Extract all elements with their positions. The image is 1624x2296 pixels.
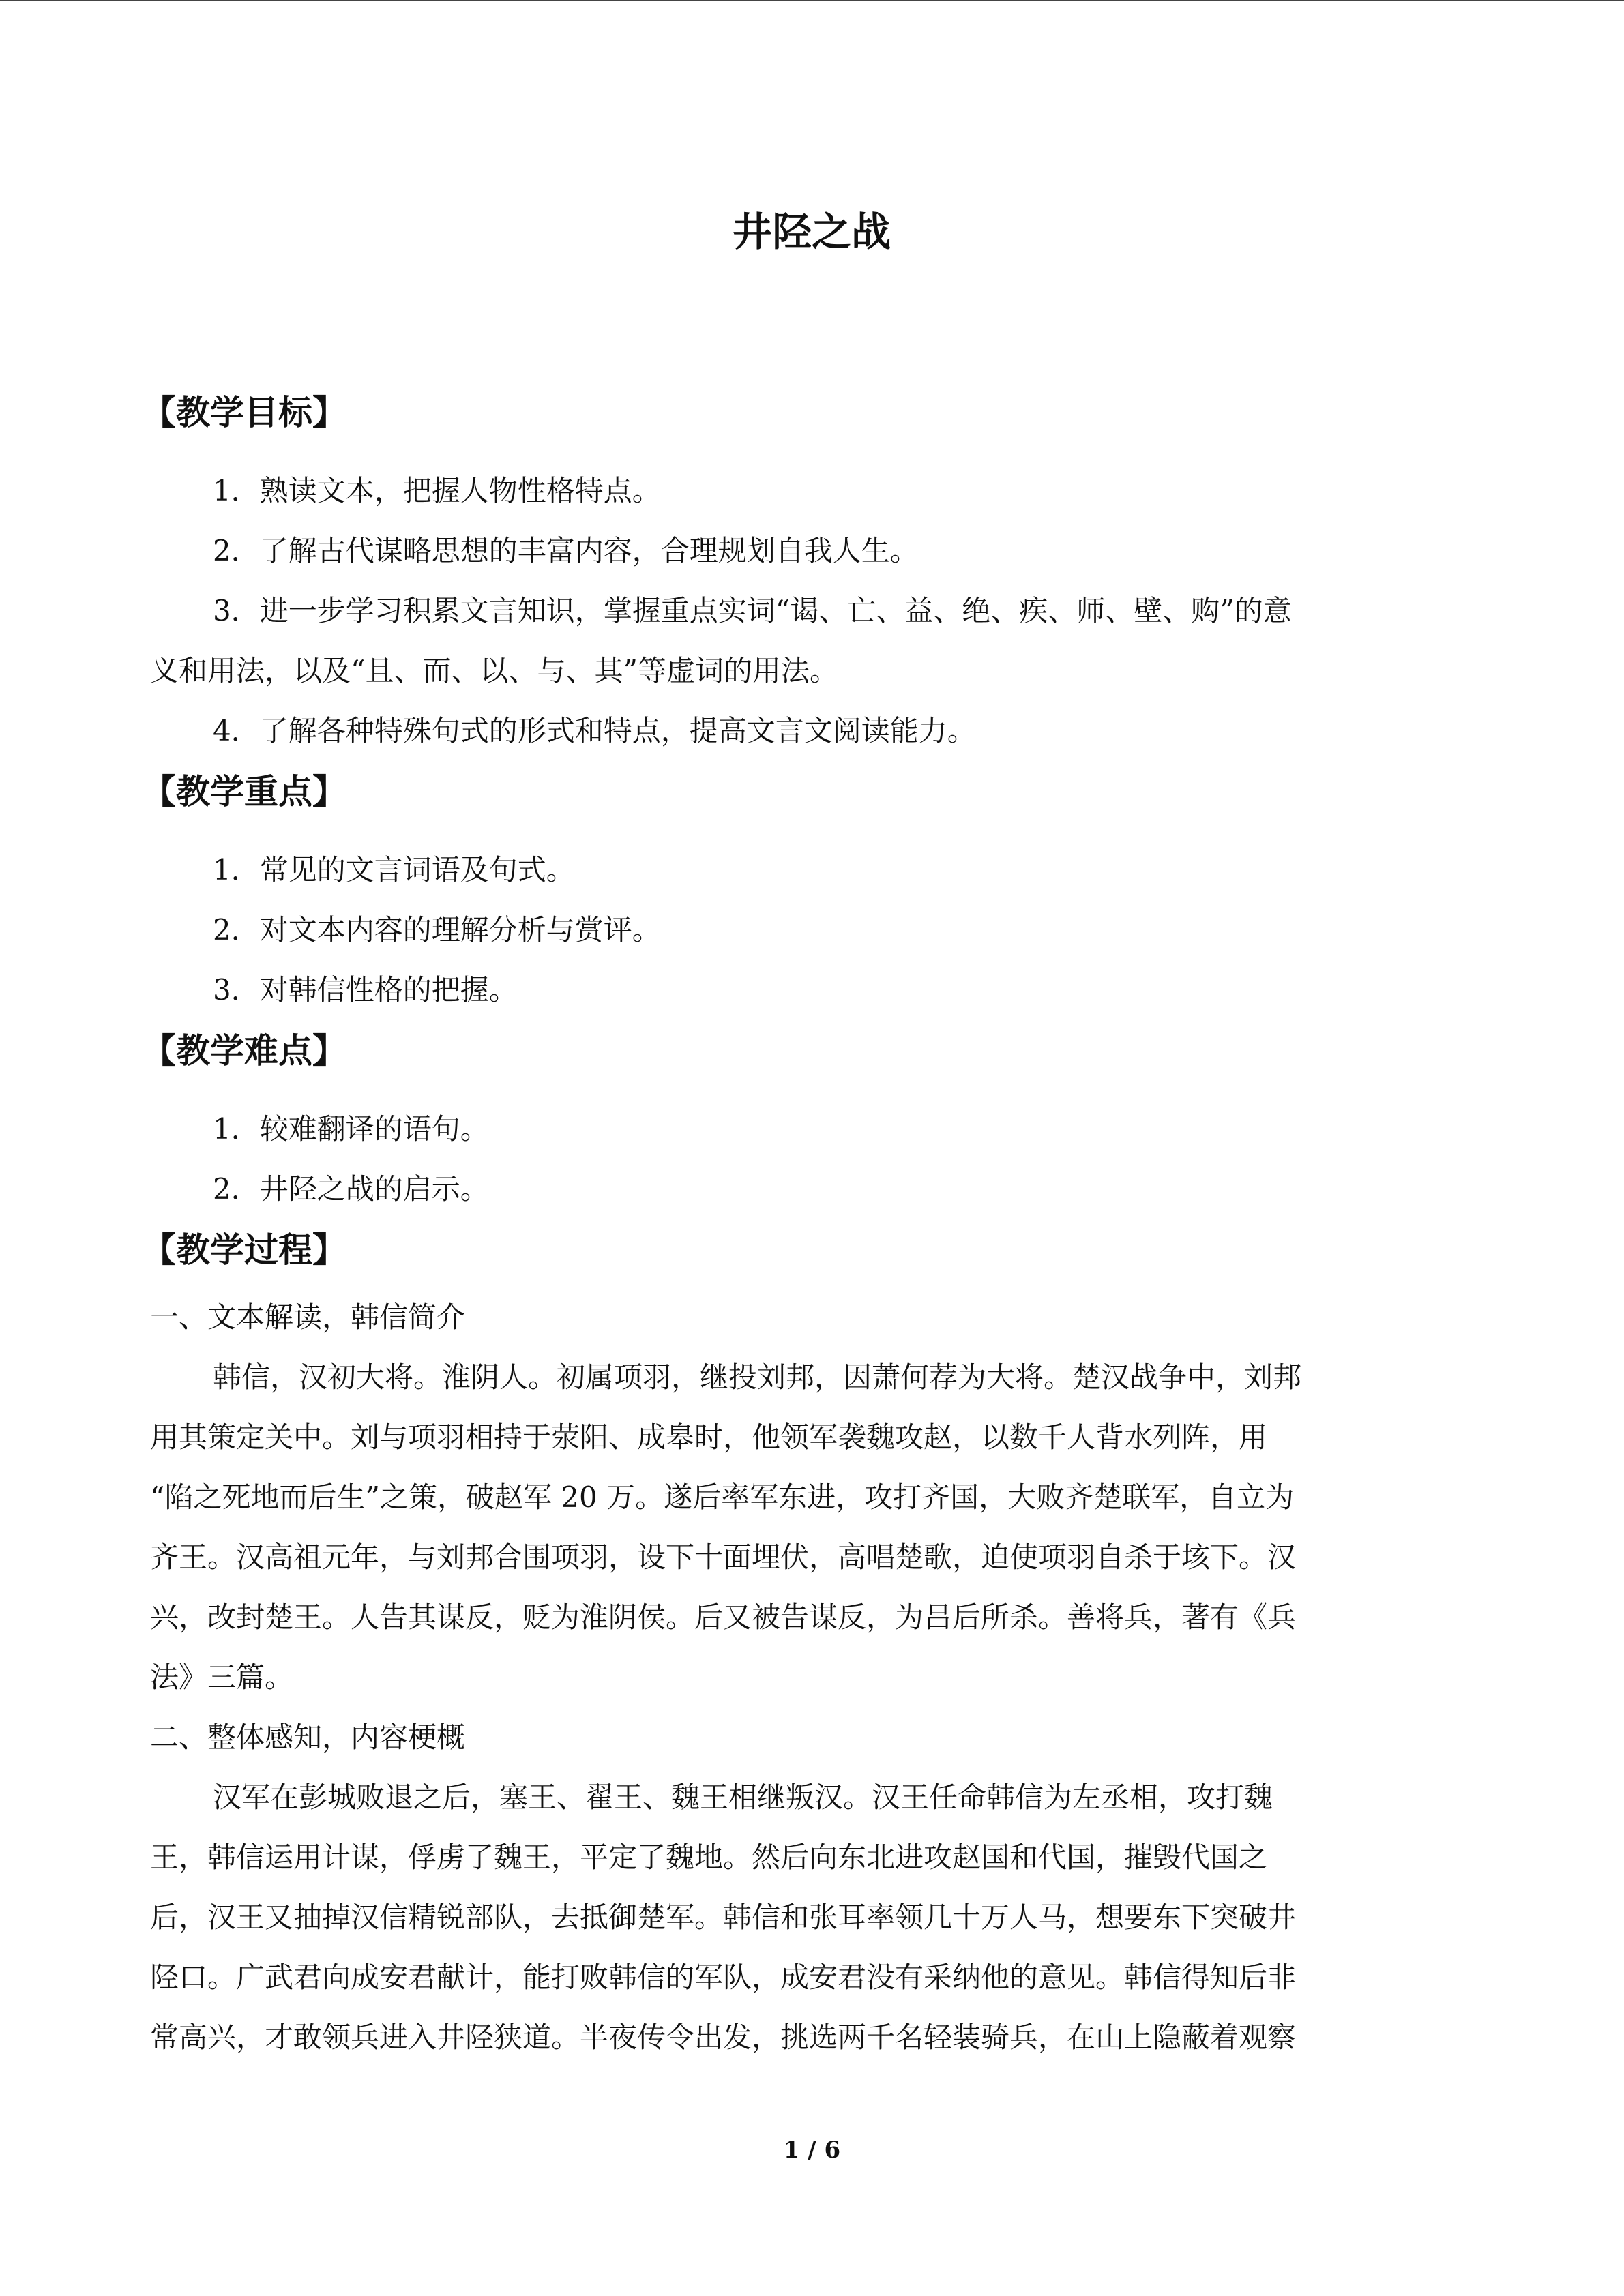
paragraph-line: 王，韩信运用计谋，俘虏了魏王，平定了魏地。然后向东北进攻赵国和代国，摧毁代国之 [150,1840,1268,1874]
goals-list [150,461,1473,761]
key-points-list [150,840,1473,1020]
heading-teaching-difficulties: 【教学难点】 [142,1031,346,1071]
key-point-item-2: 2．对文本内容的理解分析与赏评。 [213,913,661,946]
heading-teaching-goals: 【教学目标】 [142,393,346,432]
page-number: 1 / 6 [783,2136,841,2164]
paragraph-line: 后，汉王又抽掉汉信精锐部队，去抵御楚军。韩信和张耳率领几十万人马，想要东下突破井 [150,1900,1297,1934]
document-body [142,382,1473,2068]
paragraph-line: 齐王。汉高祖元年，与刘邦合围项羽，设下十面埋伏，高唱楚歌，迫使项羽自杀于垓下。汉 [150,1540,1297,1574]
document-page [142,0,1473,2296]
paragraph-line: 兴，改封楚王。人告其谋反，贬为淮阴侯。后又被告谋反，为吕后所杀。善将兵，著有《兵 [150,1600,1297,1634]
goal-item-4: 4．了解各种特殊句式的形式和特点，提高文言文阅读能力。 [213,714,976,747]
paragraph-line: 汉军在彭城败退之后，塞王、翟王、魏王相继叛汉。汉王任命韩信为左丞相，攻打魏 [213,1780,1273,1814]
process-part2-paragraph [150,1768,1473,2068]
paragraph-line: 韩信，汉初大将。淮阴人。初属项羽，继投刘邦，因萧何荐为大将。楚汉战争中，刘邦 [213,1360,1302,1394]
paragraph-line: “陷之死地而后生”之策，破赵军 20 万。遂后率军东进，攻打齐国，大败齐楚联军，自立为 [150,1480,1295,1514]
document-title: 井陉之战 [732,209,891,255]
heading-teaching-key-points: 【教学重点】 [142,772,346,811]
difficulties-list [150,1099,1473,1219]
process-part1-title: 一、文本解读，韩信简介 [150,1300,466,1334]
difficulty-item-1: 1．较难翻译的语句。 [213,1112,489,1146]
difficulty-item-2: 2．井陉之战的启示。 [213,1172,489,1206]
goal-item-1: 1．熟读文本，把握人物性格特点。 [213,474,661,507]
paragraph-line: 常高兴，才敢领兵进入井陉狭道。半夜传令出发，挑选两千名轻装骑兵，在山上隐蔽着观察 [150,2021,1297,2054]
paragraph-line: 法》三篇。 [150,1660,294,1694]
paragraph-line: 用其策定关中。刘与项羽相持于荥阳、成皋时，他领军袭魏攻赵，以数千人背水列阵，用 [150,1420,1268,1454]
key-point-item-3: 3．对韩信性格的把握。 [213,973,518,1007]
process-part2-title: 二、整体感知，内容梗概 [150,1720,466,1754]
process-content [150,1287,1473,2068]
goal-item-3-continued: 义和用法，以及“且、而、以、与、其”等虚词的用法。 [150,654,838,687]
process-part1-paragraph [150,1347,1473,1708]
goal-item-2: 2．了解古代谋略思想的丰富内容，合理规划自我人生。 [213,534,919,567]
goal-item-3: 3．进一步学习积累文言知识，掌握重点实词“谒、亡、益、绝、疾、师、壁、购”的意 [213,594,1292,627]
key-point-item-1: 1．常见的文言词语及句式。 [213,853,575,886]
paragraph-line: 陉口。广武君向成安君献计，能打败韩信的军队，成安君没有采纳他的意见。韩信得知后非 [150,1960,1297,1994]
heading-teaching-process: 【教学过程】 [142,1230,346,1270]
